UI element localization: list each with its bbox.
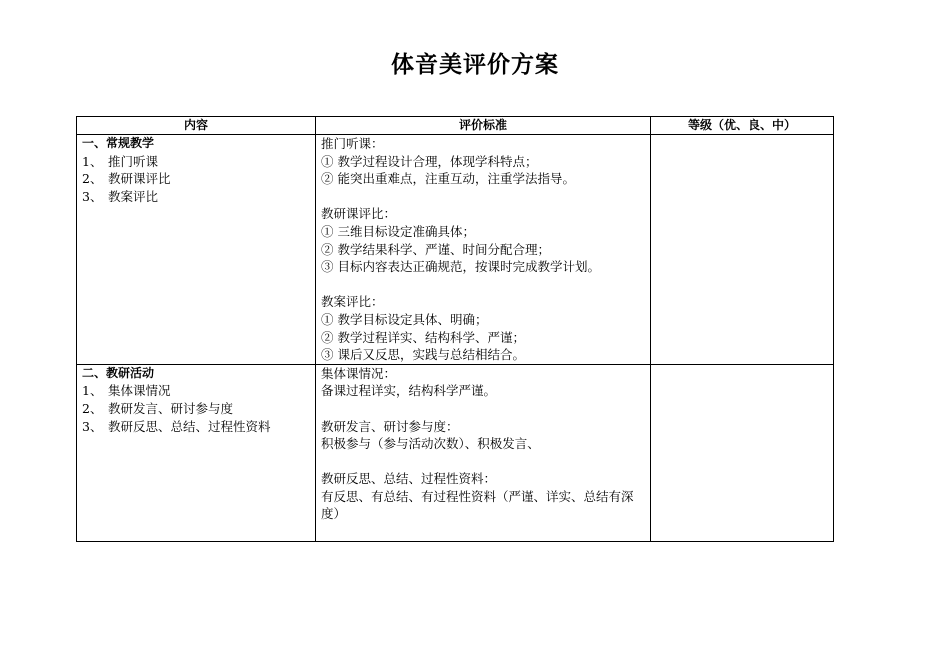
criteria-cell: [316, 135, 651, 365]
table-row: [77, 364, 834, 541]
header-grade: 等级（优、良、中）: [651, 117, 834, 135]
item-number: 3、: [82, 188, 103, 204]
criteria-line: 教研发言、研讨参与度：: [321, 418, 459, 434]
criteria-line: 集体课情况：: [321, 365, 397, 381]
criteria-line: 备课过程详实，结构科学严谨。: [321, 383, 497, 399]
content-cell: [77, 364, 316, 541]
item-number: 2、: [82, 400, 103, 416]
list-item: [82, 170, 310, 188]
criteria-line: ③ 目标内容表达正确规范，按课时完成教学计划。: [321, 259, 600, 275]
item-number: 2、: [82, 171, 103, 187]
list-item: [82, 153, 310, 171]
criteria-line: 有反思、有总结、有过程性资料（严谨、详实、总结有深度）: [321, 488, 634, 522]
header-content: 内容: [77, 117, 316, 135]
criteria-line: 教案评比：: [321, 294, 384, 310]
list-item: [82, 382, 310, 400]
header-criteria: 评价标准: [316, 117, 651, 135]
item-text: 教案评比: [108, 188, 159, 204]
criteria-spacer: [321, 400, 645, 418]
criteria-line: ③ 课后又反思，实践与总结相结合。: [321, 347, 525, 363]
criteria-line: ② 教学结果科学、严谨、时间分配合理；: [321, 241, 550, 257]
list-item: [82, 400, 310, 418]
criteria-line: ① 教学目标设定具体、明确；: [321, 311, 488, 327]
criteria-line: 积极参与（参与活动次数）、积极发言、: [321, 436, 540, 452]
evaluation-table: [76, 116, 834, 542]
item-text: 教研课评比: [108, 171, 171, 187]
item-number: 1、: [82, 153, 103, 169]
item-number: 1、: [82, 383, 103, 399]
criteria-line: ② 能突出重难点，注重互动，注重学法指导。: [321, 171, 575, 187]
table-header-row: [77, 117, 834, 135]
criteria-line: ① 三维目标设定准确具体；: [321, 223, 475, 239]
list-item: [82, 188, 310, 206]
item-text: 教研发言、研讨参与度: [108, 400, 234, 416]
section-title: 二、教研活动: [82, 365, 155, 380]
list-item: [82, 418, 310, 436]
criteria-line: ① 教学过程设计合理，体现学科特点；: [321, 153, 538, 169]
criteria-cell: [316, 364, 651, 541]
item-number: 3、: [82, 418, 103, 434]
document-title: 体音美评价方案: [391, 52, 559, 78]
item-text: 推门听课: [108, 153, 159, 169]
criteria-spacer: [321, 453, 645, 471]
criteria-line: 教研反思、总结、过程性资料：: [321, 471, 497, 487]
table-row: [77, 135, 834, 365]
grade-cell: [651, 135, 834, 365]
grade-cell: [651, 364, 834, 541]
content-cell: [77, 135, 316, 365]
criteria-line: ② 教学过程详实、结构科学、严谨；: [321, 329, 525, 345]
criteria-line: 教研课评比：: [321, 206, 397, 222]
section-title: 一、常规教学: [82, 136, 155, 150]
criteria-spacer: [321, 188, 645, 206]
criteria-spacer: [321, 276, 645, 294]
item-text: 集体课情况: [108, 383, 171, 399]
item-text: 教研反思、总结、过程性资料: [108, 418, 271, 434]
criteria-line: 推门听课：: [321, 136, 384, 151]
